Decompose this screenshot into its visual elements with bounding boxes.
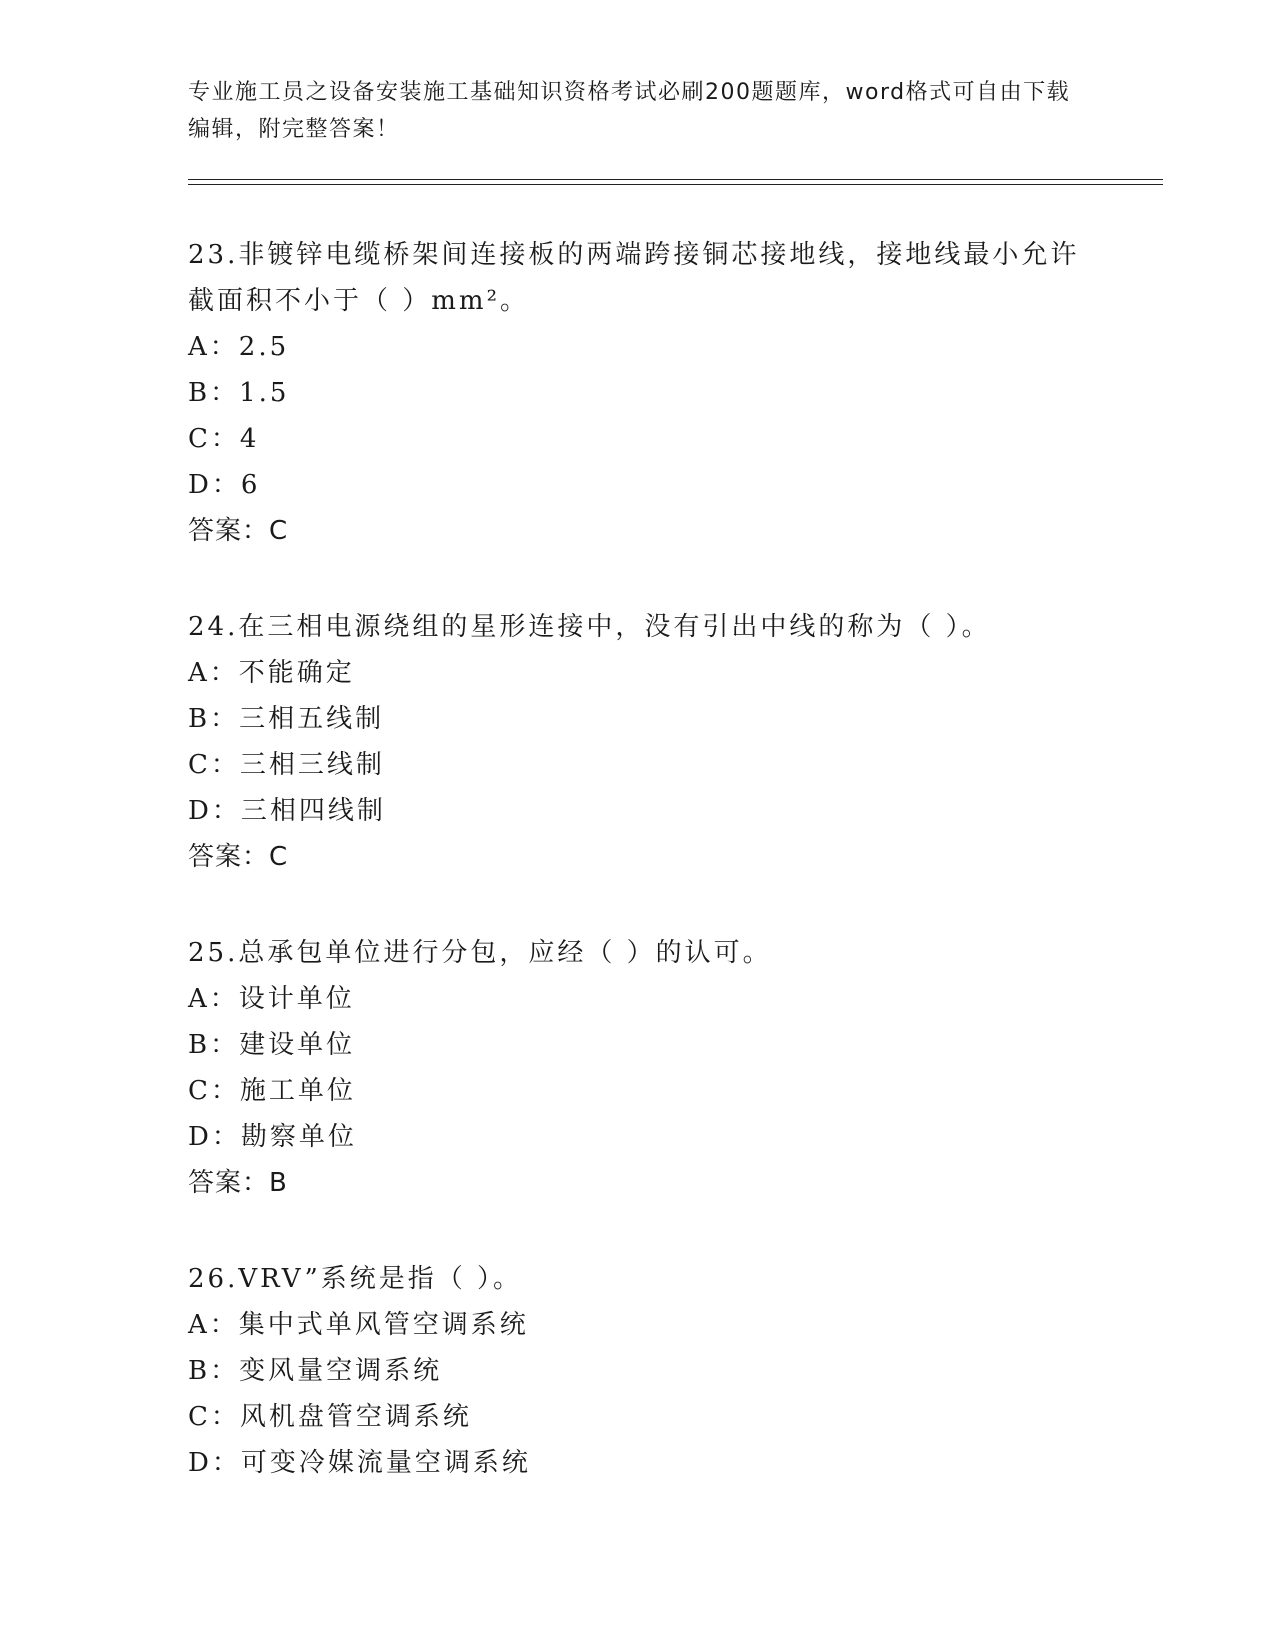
- option-a: A：2.5: [188, 332, 290, 362]
- option-d: D：勘察单位: [188, 1122, 357, 1152]
- question-list: [188, 232, 1088, 1486]
- header-divider-top: [188, 179, 1163, 180]
- answer: 答案：C: [188, 842, 289, 872]
- question-23: [188, 232, 1088, 554]
- option-b: B：变风量空调系统: [188, 1356, 443, 1386]
- question-stem: 26.VRV”系统是指（ ）。: [188, 1264, 523, 1294]
- question-stem: 25.总承包单位进行分包，应经（ ）的认可。: [188, 938, 772, 968]
- option-d: D：可变冷媒流量空调系统: [188, 1448, 531, 1478]
- option-d: D：三相四线制: [188, 796, 386, 826]
- question-26: [188, 1256, 1088, 1486]
- option-b: B：三相五线制: [188, 704, 385, 734]
- answer: 答案：C: [188, 516, 289, 546]
- option-b: B：建设单位: [188, 1030, 356, 1060]
- option-b: B：1.5: [188, 378, 290, 408]
- answer: 答案：B: [188, 1168, 288, 1198]
- question-25: [188, 930, 1088, 1206]
- option-c: C：4: [188, 424, 260, 454]
- option-d: D：6: [188, 470, 261, 500]
- question-24: [188, 604, 1088, 880]
- option-a: A：设计单位: [188, 984, 355, 1014]
- option-a: A：集中式单风管空调系统: [188, 1310, 529, 1340]
- option-c: C：风机盘管空调系统: [188, 1402, 472, 1432]
- header-divider-bottom: [188, 184, 1163, 185]
- option-c: C：三相三线制: [188, 750, 385, 780]
- question-stem: 23.非镀锌电缆桥架间连接板的两端跨接铜芯接地线，接地线最小允许截面积不小于（ ）mm²。: [188, 240, 1080, 316]
- option-a: A：不能确定: [188, 658, 355, 688]
- question-stem: 24.在三相电源绕组的星形连接中，没有引出中线的称为（ ）。: [188, 612, 991, 642]
- option-c: C：施工单位: [188, 1076, 356, 1106]
- document-header: 专业施工员之设备安装施工基础知识资格考试必刷200题题库，word格式可自由下载编辑，附完整答案！: [188, 80, 1071, 142]
